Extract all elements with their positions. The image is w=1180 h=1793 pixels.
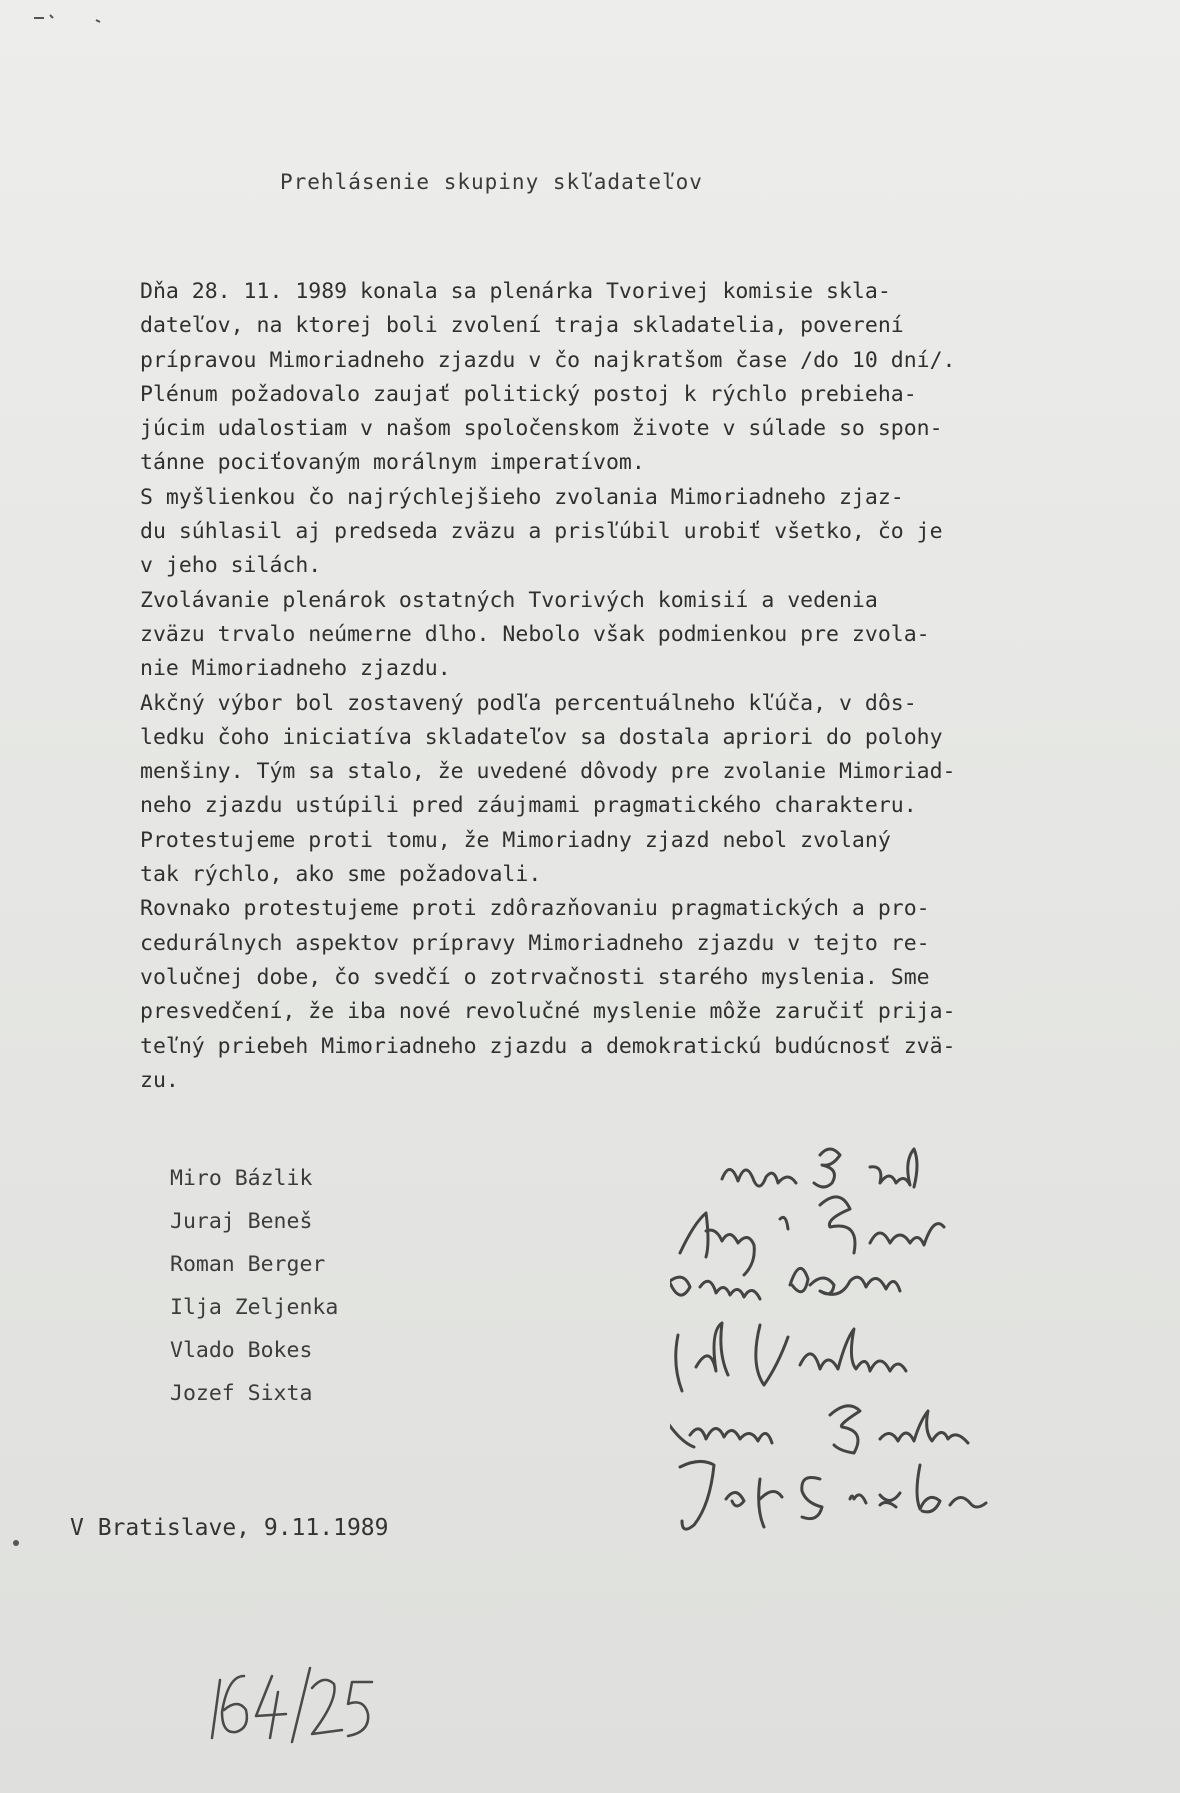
archive-number [200,1658,380,1748]
body-line: Dňa 28. 11. 1989 konala sa plenárka Tvorivej komisie skla- [140,279,891,304]
body-line: presvedčení, že iba nové revolučné myslenie môže zaručiť prija- [140,999,956,1025]
body-line: zväzu trvalo neúmerne dlho. Nebolo však podmienkou pre zvola- [140,621,930,647]
signatory-name: Ilja Zeljenka [170,1295,339,1320]
signature-berger [670,1268,900,1307]
body-line: tak rýchlo, ako sme požadovali. [140,862,542,888]
signatory-name: Vlado Bokes [170,1338,313,1363]
signatory-name: Juraj Beneš [170,1209,313,1234]
signature-bokes [670,1406,968,1453]
body-line: zu. [140,1067,179,1093]
body-line: du súhlasil aj predseda zväzu a prisľúbil urobiť všetko, čo je [140,519,943,545]
body-line: teľný priebeh Mimoriadneho zjazdu a demokratickú budúcnosť zvä- [140,1033,956,1059]
place-and-date: V Bratislave, 9.11.1989 [70,1515,389,1541]
signature-zeljenka [676,1323,906,1391]
body-line: v jeho silách. [140,553,322,579]
body-line: júcim udalostiam v našom spoločenskom živote v súlade so spon- [140,416,943,442]
body-line: volučnej dobe, čo svedčí o zotrvačnosti starého myslenia. Sme [140,964,930,990]
body-line: nie Mimoriadneho zjazdu. [140,656,451,682]
signatory-name: Miro Bázlik [170,1166,313,1191]
signature-bazlik [722,1149,917,1187]
body-line: Zvolávanie plenárok ostatných Tvorivých komisií a vedenia [140,587,878,613]
signature-sixta [680,1461,986,1529]
signatory-list [170,1157,338,1415]
body-line: dateľov, na ktorej boli zvolení traja skladatelia, poverení [140,313,904,339]
handwritten-signatures [670,1135,1170,1535]
body-line: cedurálnych aspektov prípravy Mimoriadneho zjazdu v tejto re- [140,930,930,956]
signatory-name: Jozef Sixta [170,1381,313,1406]
body-line: Plénum požadovalo zaujať politický postoj k rýchlo prebieha- [140,381,917,407]
body-line: tánne pociťovaným morálnym imperatívom. [140,450,645,476]
body-line: Akčný výbor bol zostavený podľa percentuálneho kľúča, v dôs- [140,690,917,716]
body-line: prípravou Mimoriadneho zjazdu v čo najkratšom čase /do 10 dní/. [140,347,956,373]
body-line: menšiny. Tým sa stalo, že uvedené dôvody pre zvolanie Mimoriad- [140,759,956,785]
body-line: ledku čoho iniciatíva skladateľov sa dostala apriori do polohy [140,724,943,750]
body-line: S myšlienkou čo najrýchlejšieho zvolania Mimoriadneho zjaz- [140,484,904,510]
ink-dot [13,1540,19,1546]
body-line: neho zjazdu ustúpili pred záujmami pragmatického charakteru. [140,793,917,819]
document-title: Prehlásenie skupiny skľadateľov [280,170,703,194]
signatory-name: Roman Berger [170,1252,326,1277]
document-body [140,275,1120,1098]
body-line: Protestujeme proti tomu, že Mimoriadny zjazd nebol zvolaný [140,827,891,853]
corner-marks [30,6,110,26]
body-line: Rovnako protestujeme proti zdôrazňovaniu pragmatických a pro- [140,896,930,922]
signature-benes [680,1197,944,1275]
